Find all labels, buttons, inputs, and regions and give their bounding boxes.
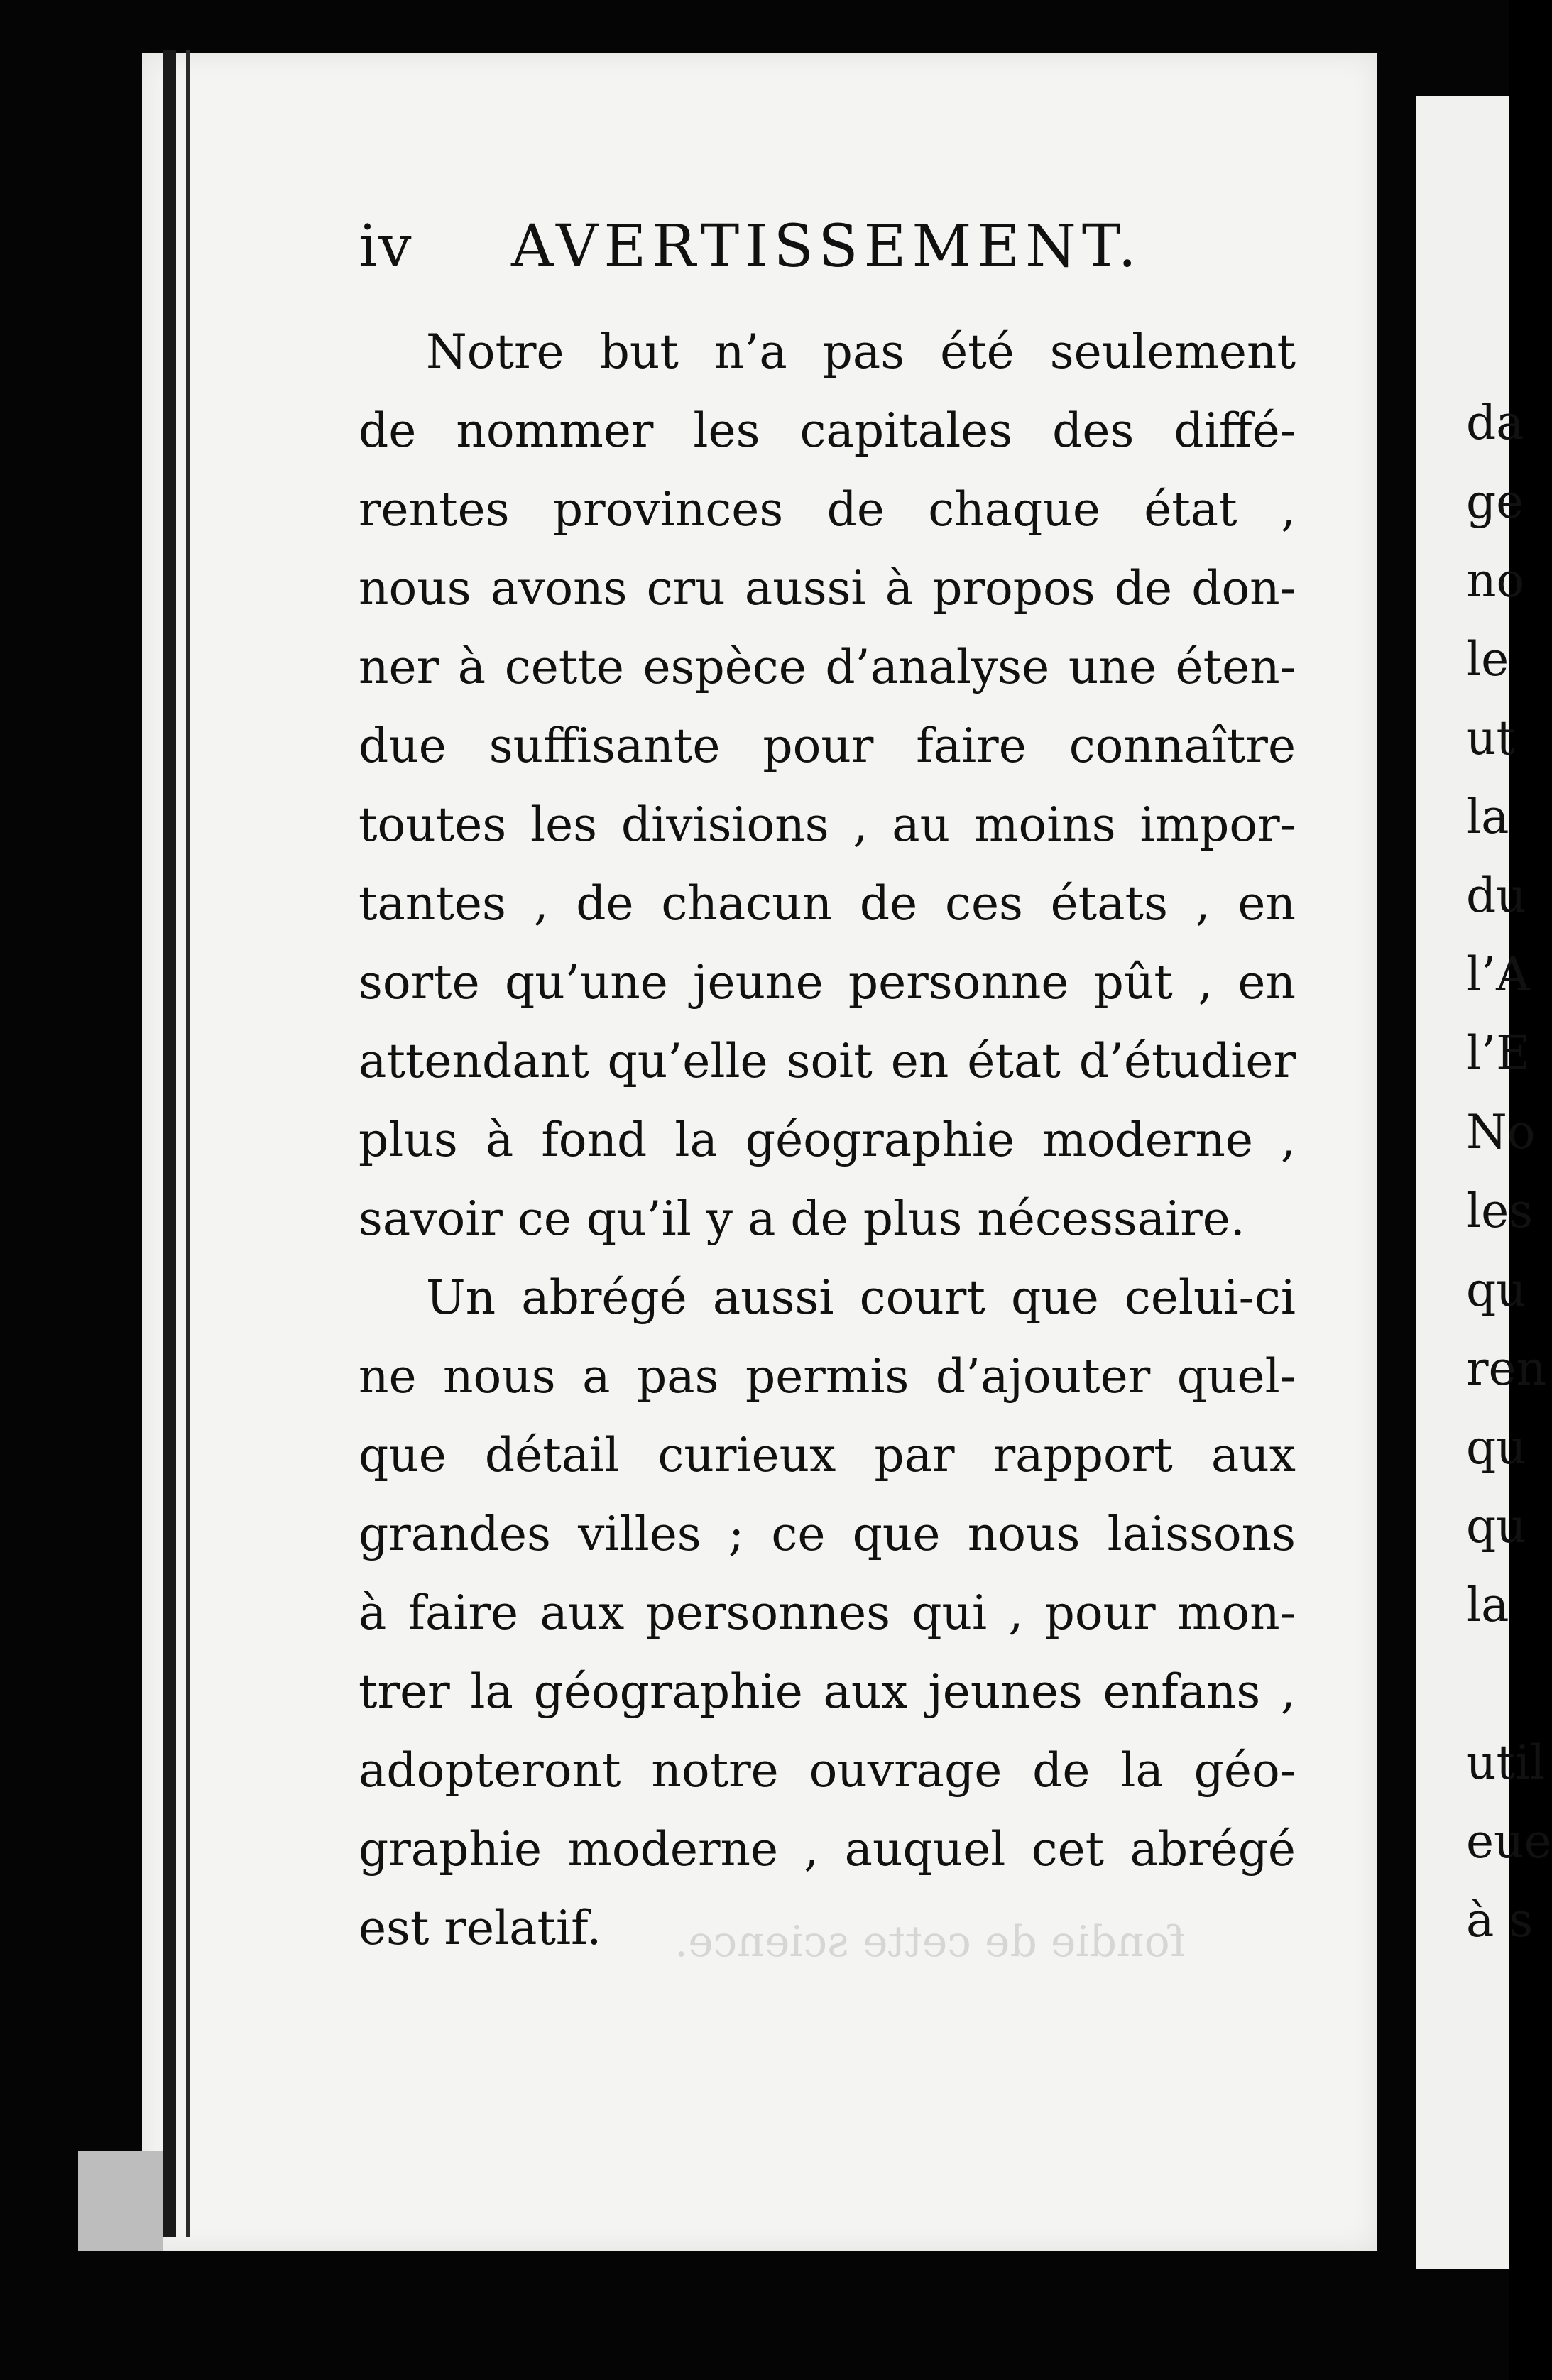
facing-text-fragment: qu — [1466, 1499, 1526, 1554]
page-border-inner — [186, 50, 190, 2237]
text-line: que détail curieux par rapport aux — [359, 1428, 1296, 1483]
text-line: savoir ce qu’il y a de plus nécessaire. — [359, 1191, 1245, 1246]
body-text — [359, 312, 1296, 1967]
page-number: iv — [359, 213, 413, 280]
facing-text-fragment — [1466, 1644, 1552, 1723]
text-line: graphie moderne , auquel cet abrégé — [359, 1822, 1296, 1877]
facing-text-fragment: qu — [1466, 1262, 1526, 1317]
text-line: Notre but n’a pas été seulement — [426, 324, 1296, 379]
facing-text-fragment: ren — [1466, 1341, 1547, 1396]
facing-text-fragment: qu — [1466, 1420, 1526, 1475]
text-line: grandes villes ; ce que nous laissons — [359, 1507, 1296, 1561]
facing-text-fragment: eue — [1466, 1814, 1552, 1869]
facing-text-fragment: le — [1466, 632, 1509, 687]
facing-text-fragment: l’A — [1466, 947, 1530, 1002]
facing-text-fragment: les — [1466, 1184, 1534, 1238]
text-line: ner à cette espèce d’analyse une éten- — [359, 640, 1296, 694]
bleed-through-text: fondie de cette science. — [674, 1917, 1186, 1967]
text-line: de nommer les capitales des diffé- — [359, 403, 1296, 458]
facing-text-fragment: ut — [1466, 711, 1516, 765]
text-line: adopteront notre ouvrage de la géo- — [359, 1743, 1296, 1798]
facing-text-fragment: no — [1466, 553, 1525, 608]
text-line: tantes , de chacun de ces états , en — [359, 876, 1296, 931]
facing-text-fragment: No — [1466, 1105, 1536, 1159]
text-line: rentes provinces de chaque état , — [359, 482, 1296, 537]
facing-page-text — [1466, 383, 1552, 1960]
text-line: toutes les divisions , au moins impor- — [359, 797, 1296, 852]
page-edge — [78, 2151, 163, 2251]
facing-text-fragment: da — [1466, 395, 1524, 450]
facing-text-fragment: du — [1466, 868, 1526, 923]
facing-text-fragment: la — [1466, 790, 1509, 844]
facing-text-fragment: ge — [1466, 474, 1524, 529]
text-line: trer la géographie aux jeunes enfans , — [359, 1664, 1296, 1719]
text-line: plus à fond la géographie moderne , — [359, 1113, 1296, 1167]
page-header — [359, 213, 1289, 305]
facing-text-fragment: à s — [1466, 1893, 1534, 1948]
text-line: due suffisante pour faire connaître — [359, 719, 1296, 773]
text-line: attendant qu’elle soit en état d’étudier — [359, 1034, 1296, 1088]
text-line: nous avons cru aussi à propos de don- — [359, 561, 1296, 616]
facing-text-fragment: l’E — [1466, 1026, 1531, 1081]
text-line: sorte qu’une jeune personne pût , en — [359, 955, 1296, 1010]
text-line: est relatif. — [359, 1901, 602, 1955]
running-title: AVERTISSEMENT. — [511, 213, 1142, 280]
text-line: à faire aux personnes qui , pour mon- — [359, 1585, 1296, 1640]
text-line: ne nous a pas permis d’ajouter quel- — [359, 1349, 1296, 1404]
facing-text-fragment: la — [1466, 1578, 1509, 1632]
page-border — [163, 50, 176, 2237]
text-line: Un abrégé aussi court que celui-ci — [426, 1270, 1296, 1325]
facing-text-fragment: util — [1466, 1735, 1546, 1790]
